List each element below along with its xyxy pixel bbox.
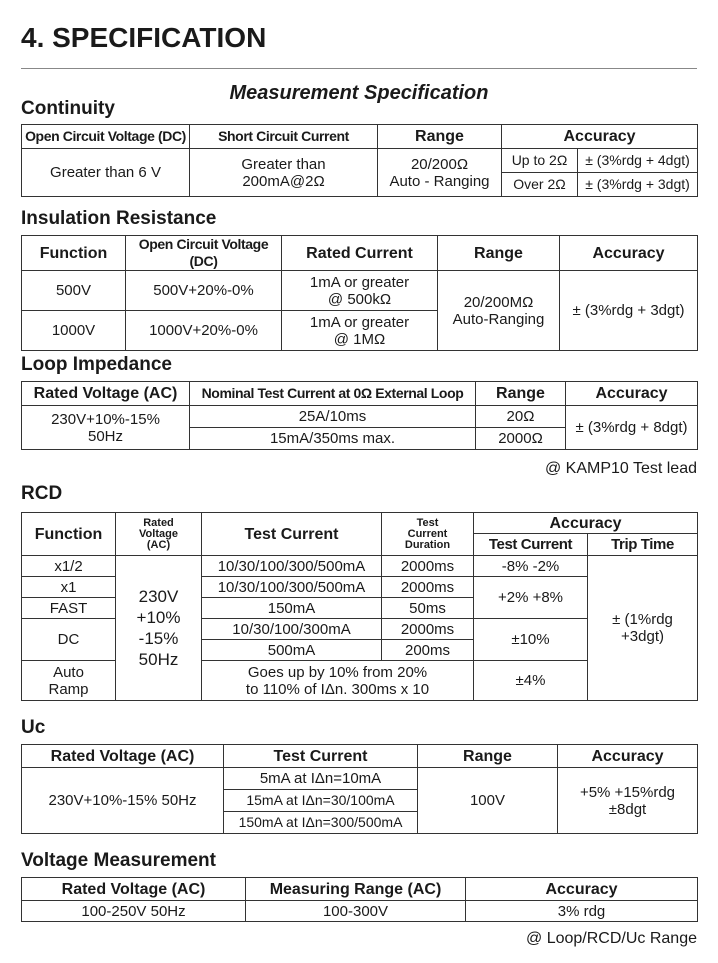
voltage-title: Voltage Measurement — [21, 850, 216, 871]
continuity-scc: Greater than 200mA@2Ω — [190, 149, 378, 197]
rcd-duration: 2000ms — [382, 577, 474, 598]
rcd-acc-current: -8% -2% — [474, 556, 588, 577]
rcd-test-current: 10/30/100/300/500mA — [202, 577, 382, 598]
header-range: Range — [476, 382, 566, 406]
header-range: Range — [418, 745, 558, 768]
header-open-circuit-voltage: Open Circuit Voltage (DC) — [22, 125, 190, 149]
header-function: Function — [22, 513, 116, 556]
rcd-duration: 50ms — [382, 598, 474, 619]
continuity-acc-range: Up to 2Ω — [502, 149, 578, 173]
rcd-table — [21, 512, 698, 701]
rcd-title: RCD — [21, 483, 63, 504]
header-range: Range — [438, 236, 560, 271]
page-title: 4. SPECIFICATION — [21, 22, 267, 53]
rcd-acc-current: ±10% — [474, 619, 588, 661]
loop-current: 25A/10ms — [190, 406, 476, 428]
loop-table — [21, 381, 698, 450]
uc-accuracy: +5% +15%rdg ±8dgt — [558, 768, 698, 834]
rcd-acc-current: ±4% — [474, 661, 588, 701]
loop-note: @ KAMP10 Test lead — [544, 460, 697, 477]
rcd-ramp-description: Goes up by 10% from 20% to 110% of IΔn. 300ms x 10 — [202, 661, 474, 701]
header-short-circuit-current: Short Circuit Current — [190, 125, 378, 149]
insulation-accuracy: ± (3%rdg + 3dgt) — [560, 271, 698, 351]
voltage-rated: 100-250V 50Hz — [22, 901, 246, 922]
header-rated-voltage: Rated Voltage (AC) — [22, 382, 190, 406]
voltage-accuracy: 3% rdg — [466, 901, 698, 922]
header-test-duration: Test Current Duration — [382, 513, 474, 556]
loop-voltage: 230V+10%-15% 50Hz — [22, 406, 190, 450]
header-rated-current: Rated Current — [282, 236, 438, 271]
header-test-current: Test Current — [202, 513, 382, 556]
header-open-circuit-voltage: Open Circuit Voltage (DC) — [126, 236, 282, 271]
insulation-range: 20/200MΩ Auto-Ranging — [438, 271, 560, 351]
voltage-note: @ Loop/RCD/Uc Range — [526, 930, 697, 947]
continuity-range: 20/200Ω Auto - Ranging — [378, 149, 502, 197]
continuity-title: Continuity — [21, 98, 115, 119]
rcd-duration: 2000ms — [382, 619, 474, 640]
loop-title: Loop Impedance — [21, 354, 172, 375]
rcd-test-current: 500mA — [202, 640, 382, 661]
insulation-ocv: 1000V+20%-0% — [126, 311, 282, 351]
loop-range: 20Ω — [476, 406, 566, 428]
header-rated-voltage: Rated Voltage (AC) — [22, 745, 224, 768]
voltage-table — [21, 877, 698, 922]
header-acc-test-current: Test Current — [474, 534, 588, 556]
loop-range: 2000Ω — [476, 428, 566, 450]
header-trip-time: Trip Time — [588, 534, 698, 556]
header-nominal-test-current: Nominal Test Current at 0Ω External Loop — [190, 382, 476, 406]
rcd-acc-current: +2% +8% — [474, 577, 588, 619]
continuity-ocv: Greater than 6 V — [22, 149, 190, 197]
insulation-rated-current: 1mA or greater @ 1MΩ — [282, 311, 438, 351]
rcd-test-current: 150mA — [202, 598, 382, 619]
uc-voltage: 230V+10%-15% 50Hz — [22, 768, 224, 834]
uc-test-current: 150mA at IΔn=300/500mA — [224, 812, 418, 834]
uc-title: Uc — [21, 717, 46, 738]
rcd-function: FAST — [22, 598, 116, 619]
continuity-table — [21, 124, 698, 197]
header-rated-voltage: Rated Voltage (AC) — [116, 513, 202, 556]
rcd-function: x1/2 — [22, 556, 116, 577]
rcd-function: DC — [22, 619, 116, 661]
rcd-function: x1 — [22, 577, 116, 598]
loop-accuracy: ± (3%rdg + 8dgt) — [566, 406, 698, 450]
continuity-acc-range: Over 2Ω — [502, 173, 578, 197]
insulation-ocv: 500V+20%-0% — [126, 271, 282, 311]
rcd-test-current: 10/30/100/300mA — [202, 619, 382, 640]
header-accuracy: Accuracy — [466, 878, 698, 901]
header-range: Range — [378, 125, 502, 149]
continuity-acc-value: ± (3%rdg + 4dgt) — [578, 149, 698, 173]
loop-current: 15mA/350ms max. — [190, 428, 476, 450]
header-rated-voltage: Rated Voltage (AC) — [22, 878, 246, 901]
insulation-rated-current: 1mA or greater @ 500kΩ — [282, 271, 438, 311]
insulation-title: Insulation Resistance — [21, 208, 217, 229]
insulation-function: 500V — [22, 271, 126, 311]
uc-table — [21, 744, 698, 834]
header-accuracy: Accuracy — [502, 125, 698, 149]
rcd-duration: 200ms — [382, 640, 474, 661]
rcd-trip-time: ± (1%rdg +3dgt) — [588, 556, 698, 701]
header-test-current: Test Current — [224, 745, 418, 768]
rcd-duration: 2000ms — [382, 556, 474, 577]
header-accuracy: Accuracy — [566, 382, 698, 406]
header-accuracy: Accuracy — [474, 513, 698, 534]
main-heading: Measurement Specification — [229, 82, 489, 104]
header-accuracy: Accuracy — [560, 236, 698, 271]
rcd-test-current: 10/30/100/300/500mA — [202, 556, 382, 577]
uc-range: 100V — [418, 768, 558, 834]
uc-test-current: 15mA at IΔn=30/100mA — [224, 790, 418, 812]
rcd-function: Auto Ramp — [22, 661, 116, 701]
uc-test-current: 5mA at IΔn=10mA — [224, 768, 418, 790]
title-rule — [21, 68, 697, 69]
rcd-voltage: 230V +10% -15% 50Hz — [116, 556, 202, 701]
header-accuracy: Accuracy — [558, 745, 698, 768]
insulation-function: 1000V — [22, 311, 126, 351]
header-measuring-range: Measuring Range (AC) — [246, 878, 466, 901]
insulation-table — [21, 235, 698, 351]
continuity-acc-value: ± (3%rdg + 3dgt) — [578, 173, 698, 197]
header-function: Function — [22, 236, 126, 271]
voltage-range: 100-300V — [246, 901, 466, 922]
